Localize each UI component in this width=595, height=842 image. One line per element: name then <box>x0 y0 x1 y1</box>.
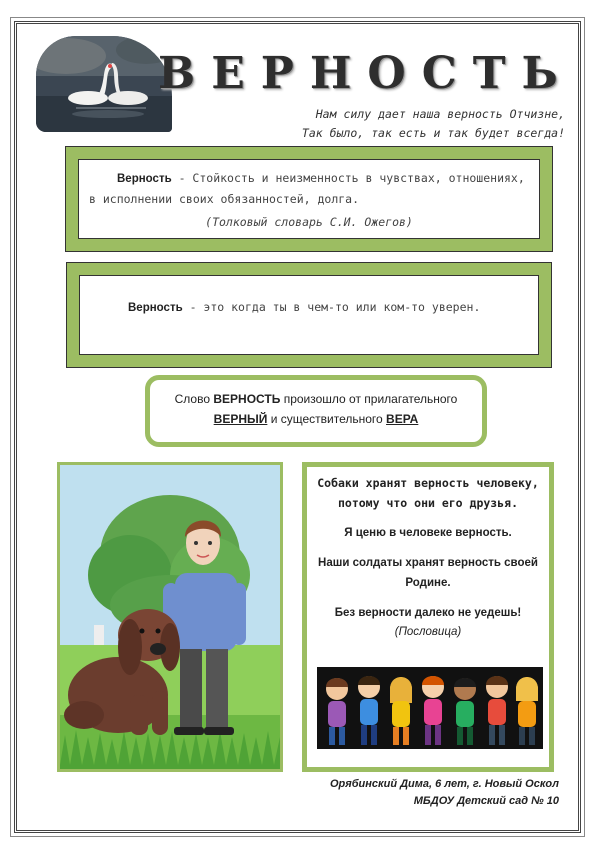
definition-source: (Толковый словарь С.И. Ожегов) <box>205 215 413 229</box>
origin-middle: произошло от прилагательного <box>280 392 458 406</box>
dictionary-definition-box <box>65 146 553 252</box>
motto-line-2: Так было, так есть и так будет всегда! <box>301 126 565 140</box>
word-origin-box <box>145 375 487 447</box>
origin-and: и существительного <box>267 412 387 426</box>
definition-term: Верность <box>117 173 172 185</box>
fact-soldiers: Наши солдаты хранят верность своей Родине. <box>318 557 538 589</box>
fact-proverb: Без верности далеко не уедешь! <box>334 607 522 619</box>
child-definition-box <box>66 262 552 368</box>
origin-line-2 <box>150 409 482 429</box>
credit-line-2: МБДОУ Детский сад № 10 <box>413 795 559 807</box>
swans-photo <box>36 36 172 132</box>
child-definition-text <box>80 276 538 324</box>
origin-line-1 <box>150 389 482 409</box>
origin-adjective: ВЕРНЫЙ <box>213 412 268 426</box>
facts-box <box>302 462 554 772</box>
author-credit <box>330 776 559 810</box>
page-title: ВЕРНОСТЬ <box>158 48 574 99</box>
child-definition-body: - это когда ты в чем-то или ком-то уверен. <box>182 300 481 314</box>
definition-text <box>79 160 539 209</box>
children-illustration <box>317 667 543 749</box>
fact-dogs: Собаки хранят верность человеку, потому что они его друзья. <box>317 476 539 510</box>
child-drawing <box>57 462 283 772</box>
proverb-note: (Пословица) <box>394 626 462 638</box>
origin-noun: ВЕРА <box>386 412 419 426</box>
definition-body: - Стойкость и неизменность в чувствах, отношениях, в исполнении своих обязанностей, долга. <box>89 171 525 206</box>
child-definition-term: Верность <box>128 302 183 314</box>
credit-line-1: Орябинский Дима, 6 лет, г. Новый Оскол <box>329 778 559 790</box>
origin-word: ВЕРНОСТЬ <box>213 392 281 406</box>
origin-prefix: Слово <box>174 392 214 406</box>
motto <box>225 105 565 143</box>
fact-value: Я ценю в человеке верность. <box>344 527 512 539</box>
motto-line-1: Нам силу дает наша верность Отчизне, <box>315 107 565 121</box>
